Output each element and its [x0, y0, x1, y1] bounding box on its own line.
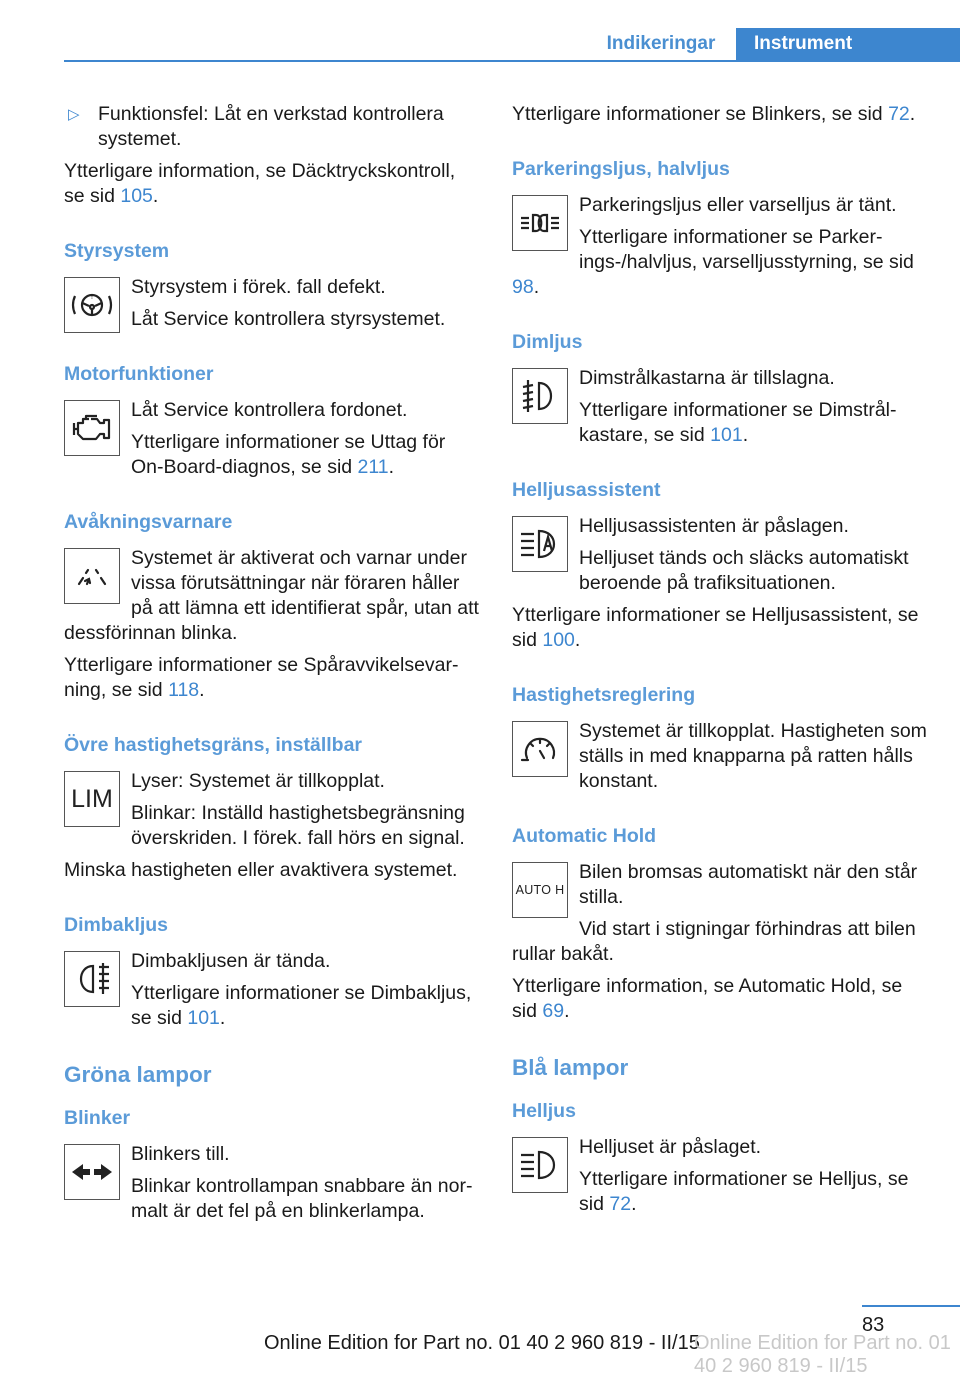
page-link-101[interactable]: 101	[710, 424, 743, 446]
tire-info-text: Ytterligare information, se Däcktryckskontroll, se sid	[64, 160, 456, 207]
steering-line2: Låt Service kontrollera styrsystemet.	[131, 308, 446, 330]
heading-automatic-hold: Automatic Hold	[512, 825, 657, 847]
speed-limit-line2: Blinkar: Inställd hastighetsbegränsning överskriden. I förek. fall hörs en signal.	[131, 802, 465, 849]
blinker-info-text: Ytterligare informationer se Blinkers, se sid	[512, 103, 889, 125]
parking-line2-text: Ytterligare informationer se Parkerings-/halvljus, varselljusstyrning, se sid	[579, 226, 914, 273]
page-link-211[interactable]: 211	[357, 456, 389, 478]
high-beam-assist-line3-text: Ytterligare informationer se Helljusassistent, se sid	[512, 604, 919, 651]
lane-line2-text: Ytterligare informationer se Spåravvikelsevarning, se sid	[64, 654, 459, 701]
heading-high-beam: Helljus	[512, 1100, 576, 1122]
page-link-72[interactable]: 72	[888, 103, 910, 125]
rear-fog-line1: Dimbakljusen är tända.	[131, 950, 331, 972]
heading-blue-lamps: Blå lampor	[512, 1055, 629, 1080]
auto-hold-line1: Bilen bromsas automatiskt när den står stilla.	[579, 861, 918, 908]
engine-item	[64, 398, 480, 480]
bullet-text: Funktionsfel: Låt en verkstad kontrollera systemet.	[98, 103, 444, 150]
header-rule	[64, 60, 960, 62]
period: .	[388, 456, 395, 478]
front-fog-line1: Dimstrålkastarna är tillslagna.	[579, 367, 835, 389]
right-column	[512, 102, 930, 1224]
period: .	[152, 185, 159, 207]
parking-lights-item	[512, 193, 930, 300]
engine-line2-text: Ytterligare informationer se Uttag för On-Board-diagnos, se sid	[131, 431, 446, 478]
front-fog-item	[512, 366, 930, 448]
period: .	[564, 1000, 570, 1022]
bullet-item	[64, 102, 480, 152]
high-beam-assist-line3	[512, 603, 930, 653]
page-link-100[interactable]: 100	[542, 629, 575, 651]
blinker-line1: Blinkers till.	[131, 1143, 230, 1165]
lane-line1: Systemet är aktiverat och varnar under vissa förutsättningar när föraren håller på att lämna ett identifierat spår, utan att dessförinnan blinka.	[64, 547, 479, 644]
auto-hold-icon-text: AUTO H	[515, 883, 565, 897]
steering-wheel-warning-icon	[64, 277, 120, 333]
parking-line2	[512, 225, 930, 300]
triangle-bullet-icon: ▷	[68, 106, 80, 123]
heading-parking-lights: Parkeringsljus, halvljus	[512, 158, 730, 180]
cruise-line1: Systemet är tillkopplat. Hastigheten som ställs in med knapparna på ratten hålls konstant.	[579, 720, 927, 792]
page-link-69[interactable]: 69	[542, 1000, 565, 1022]
high-beam-line1: Helljuset är påslaget.	[579, 1136, 762, 1158]
steering-item	[64, 275, 480, 332]
period: .	[909, 103, 916, 125]
high-beam-icon	[512, 1137, 568, 1193]
heading-blinker: Blinker	[64, 1107, 131, 1129]
period: .	[574, 629, 581, 651]
cruise-control-item	[512, 719, 930, 794]
page-link-72[interactable]: 72	[609, 1193, 632, 1215]
tire-info	[64, 159, 480, 209]
heading-engine: Motorfunktioner	[64, 363, 214, 385]
steering-line1: Styrsystem i förek. fall defekt.	[131, 276, 386, 298]
high-beam-assist-item	[512, 514, 930, 653]
front-fog-light-icon	[512, 368, 568, 424]
high-beam-line2	[512, 1167, 930, 1217]
heading-green-lamps: Gröna lampor	[64, 1062, 212, 1087]
rear-fog-light-icon	[64, 951, 120, 1007]
rear-fog-line2-text: Ytterligare informationer se Dimbakljus, se sid	[131, 982, 472, 1029]
watermark-text: Online Edition for Part no. 01 40 2 960 819 - II/15	[694, 1332, 951, 1377]
engine-check-icon	[64, 400, 120, 456]
lane-item	[64, 546, 480, 703]
svg-text:!: !	[91, 294, 93, 301]
high-beam-item	[512, 1135, 930, 1217]
period: .	[533, 276, 540, 298]
blinker-line2: Blinkar kontrollampan snabbare än normalt är det fel på en blinkerlampa.	[131, 1175, 473, 1222]
engine-line2	[64, 430, 480, 480]
page-link-101[interactable]: 101	[187, 1007, 220, 1029]
parking-lights-icon	[512, 195, 568, 251]
page-link-98[interactable]: 98	[512, 276, 534, 298]
blinker-info	[512, 102, 930, 127]
heading-high-beam-assist: Helljusassistent	[512, 479, 661, 501]
auto-hold-line2: Vid start i stigningar förhindras att bilen rullar bakåt.	[512, 918, 916, 965]
heading-lane: Avåkningsvarnare	[64, 511, 233, 533]
rear-fog-item	[64, 949, 480, 1031]
heading-front-fog: Dimljus	[512, 331, 583, 353]
speed-limit-line1: Lyser: Systemet är tillkopplat.	[131, 770, 385, 792]
edition-text: Online Edition for Part no. 01 40 2 960 819 - II/15	[264, 1332, 700, 1354]
high-beam-line2-text: Ytterligare informationer se Helljus, se sid	[579, 1168, 909, 1215]
front-fog-line2	[512, 398, 930, 448]
lane-departure-icon	[64, 548, 120, 604]
automatic-hold-item	[512, 860, 930, 1024]
page-link-105[interactable]: 105	[120, 185, 153, 207]
page-link-118[interactable]: 118	[168, 679, 200, 701]
auto-hold-icon	[512, 862, 568, 918]
chapter-tab: Instrument	[736, 28, 960, 60]
high-beam-assist-line1: Helljusassistenten är påslagen.	[579, 515, 849, 537]
speed-limit-item	[64, 769, 480, 883]
cruise-control-icon	[512, 721, 568, 777]
blinker-item	[64, 1142, 480, 1224]
rear-fog-line2	[64, 981, 480, 1031]
period: .	[199, 679, 205, 701]
footer-rule	[862, 1305, 960, 1307]
heading-rear-fog: Dimbakljus	[64, 914, 169, 936]
parking-line1: Parkeringsljus eller varselljus är tänt.	[579, 194, 897, 216]
lim-icon-text: LIM	[71, 784, 113, 813]
heading-cruise-control: Hastighetsreglering	[512, 684, 696, 706]
heading-speed-limit: Övre hastighetsgräns, inställbar	[64, 734, 363, 756]
front-fog-line2-text: Ytterligare informationer se Dimstrålkastare, se sid	[579, 399, 897, 446]
high-beam-assistant-icon	[512, 516, 568, 572]
turn-signal-arrows-icon	[64, 1144, 120, 1200]
heading-steering: Styrsystem	[64, 240, 170, 262]
period: .	[631, 1193, 637, 1215]
page-number: 83	[862, 1314, 885, 1336]
auto-hold-line3	[512, 974, 930, 1024]
auto-hold-line3-text: Ytterligare information, se Automatic Hold, se sid	[512, 975, 903, 1022]
speed-limit-line3: Minska hastigheten eller avaktivera systemet.	[64, 859, 458, 881]
lane-line2	[64, 653, 480, 703]
speed-limiter-icon	[64, 771, 120, 827]
high-beam-assist-line2: Helljuset tänds och släcks automatiskt beroende på trafiksituationen.	[579, 547, 909, 594]
period: .	[219, 1007, 226, 1029]
engine-line1: Låt Service kontrollera fordonet.	[131, 399, 408, 421]
section-tab: Indikeringar	[606, 33, 716, 54]
period: .	[742, 424, 749, 446]
left-column	[64, 102, 480, 1231]
